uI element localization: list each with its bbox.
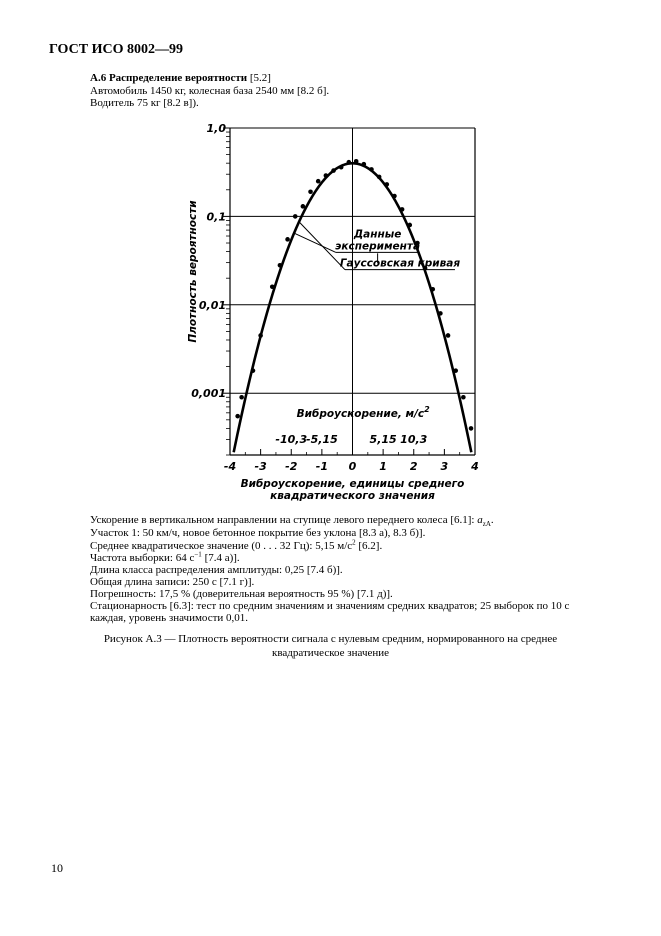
x-tick-label: 2 (409, 460, 418, 473)
data-point (400, 207, 405, 212)
data-point (446, 333, 451, 338)
data-point (377, 175, 382, 180)
note-rms-sup: 2 (352, 538, 356, 547)
section-heading (90, 72, 271, 85)
data-point (331, 168, 336, 173)
data-point (438, 311, 443, 316)
note-acceleration-text: Ускорение в вертикальном направлении на ступице левого переднего колеса [6.1]: (90, 514, 478, 526)
secondary-x-tick-label: 10,3 (400, 433, 428, 446)
x-tick-label: 1 (379, 460, 387, 473)
note-acceleration-symbol: a (477, 514, 483, 526)
x-tick-label: 0 (348, 460, 357, 473)
annotation-data-line2: эксперимента (335, 240, 421, 253)
data-point (324, 173, 329, 178)
data-point (301, 204, 306, 209)
data-point (362, 162, 367, 167)
data-point (469, 426, 474, 431)
y-tick-label: 0,1 (206, 210, 226, 224)
vehicle-info: Автомобиль 1450 кг, колесная база 2540 мм [8.2 б]. (90, 85, 330, 97)
x-axis-label-line1: Виброускорение, единицы среднего (240, 478, 465, 490)
note-record-length: Общая длина записи: 250 с [7.1 г)]. (90, 576, 255, 588)
document-header: ГОСТ ИСО 8002—99 (49, 42, 183, 57)
y-axis-label: Плотность вероятности (187, 200, 199, 343)
y-tick-label: 0,01 (198, 298, 226, 312)
annotation-data-leader (294, 233, 336, 252)
data-point (251, 368, 256, 373)
chart-labels (187, 122, 479, 502)
x-tick-label: -4 (223, 460, 237, 473)
data-point (239, 395, 244, 400)
data-point (461, 395, 466, 400)
data-point (235, 414, 240, 419)
secondary-x-tick-label: -10,3 (275, 433, 308, 446)
chart-frame (230, 128, 475, 455)
x-tick-label: 4 (471, 460, 479, 473)
note-sampling-text: Частота выборки: 64 с (90, 552, 195, 564)
figure-caption (0, 632, 661, 660)
x-tick-label: -3 (254, 460, 267, 473)
note-sampling-sup: −1 (194, 550, 202, 559)
chart-ticks (223, 128, 475, 455)
data-point (285, 237, 290, 242)
data-point (354, 159, 359, 164)
note-class-length: Длина класса распределения амплитуды: 0,25 [7.4 б)]. (90, 564, 343, 576)
y-tick-label: 1,0 (206, 122, 226, 135)
probability-density-chart (180, 110, 490, 510)
data-point (316, 179, 321, 184)
data-point (407, 223, 412, 228)
x-axis-label-line2: квадратического значения (270, 490, 435, 502)
data-point (293, 214, 298, 219)
note-rms-text: Среднее квадратическое значение (0 . . . 32 Гц): 5,15 м/с (90, 540, 353, 552)
secondary-x-axis-label: Виброускорение, $м/с^2$ (296, 405, 430, 420)
secondary-x-tick-label: -5,15 (306, 433, 338, 446)
data-point (278, 263, 283, 268)
x-tick-label: 3 (440, 460, 449, 473)
figure-caption-line1: Рисунок А.3 — Плотность вероятности сигнала с нулевым средним, нормированного на среднее (103, 633, 558, 645)
secondary-x-tick-label: 5,15 (369, 433, 397, 446)
note-acceleration-suffix: . (490, 514, 494, 526)
data-point (270, 284, 275, 289)
note-stationarity: Стационарность [6.3]: тест по средним значениям и значениям средних квадратов; 25 выборок по 10 с (90, 600, 570, 612)
data-point (385, 182, 390, 187)
y-tick-label: 0,001 (191, 387, 226, 401)
data-point (339, 165, 344, 170)
data-point (308, 189, 313, 194)
data-point (258, 333, 263, 338)
data-point (347, 160, 352, 165)
data-point (453, 368, 458, 373)
note-error: Погрешность: 17,5 % (доверительная вероятность 95 %) [7.1 д)]. (90, 588, 393, 600)
note-acceleration (90, 514, 494, 527)
data-point (369, 167, 374, 172)
note-stationarity-cont: каждая, уровень значимости 0,01. (90, 612, 249, 624)
x-tick-label: -1 (315, 460, 328, 473)
note-acceleration-subscript: zA (482, 520, 491, 529)
note-section: Участок 1: 50 км/ч, новое бетонное покрытие без уклона [8.3 а), 8.3 б)]. (90, 527, 426, 539)
annotation-curve-label: Гауссовская кривая (339, 257, 461, 270)
annotation-data-line1: Данные (353, 228, 402, 241)
figure-caption-line2: квадратическое значение (271, 647, 390, 659)
data-point (430, 287, 435, 292)
note-rms-suffix: [6.2]. (355, 540, 383, 552)
driver-info: Водитель 75 кг [8.2 в]). (90, 97, 199, 109)
page-number: 10 (51, 861, 63, 875)
section-heading-ref: [5.2] (249, 72, 271, 84)
note-sampling-suffix: [7.4 а)]. (201, 552, 240, 564)
x-tick-label: -2 (285, 460, 298, 473)
section-heading-title: А.6 Распределение вероятности (90, 72, 248, 84)
data-point (392, 194, 397, 199)
